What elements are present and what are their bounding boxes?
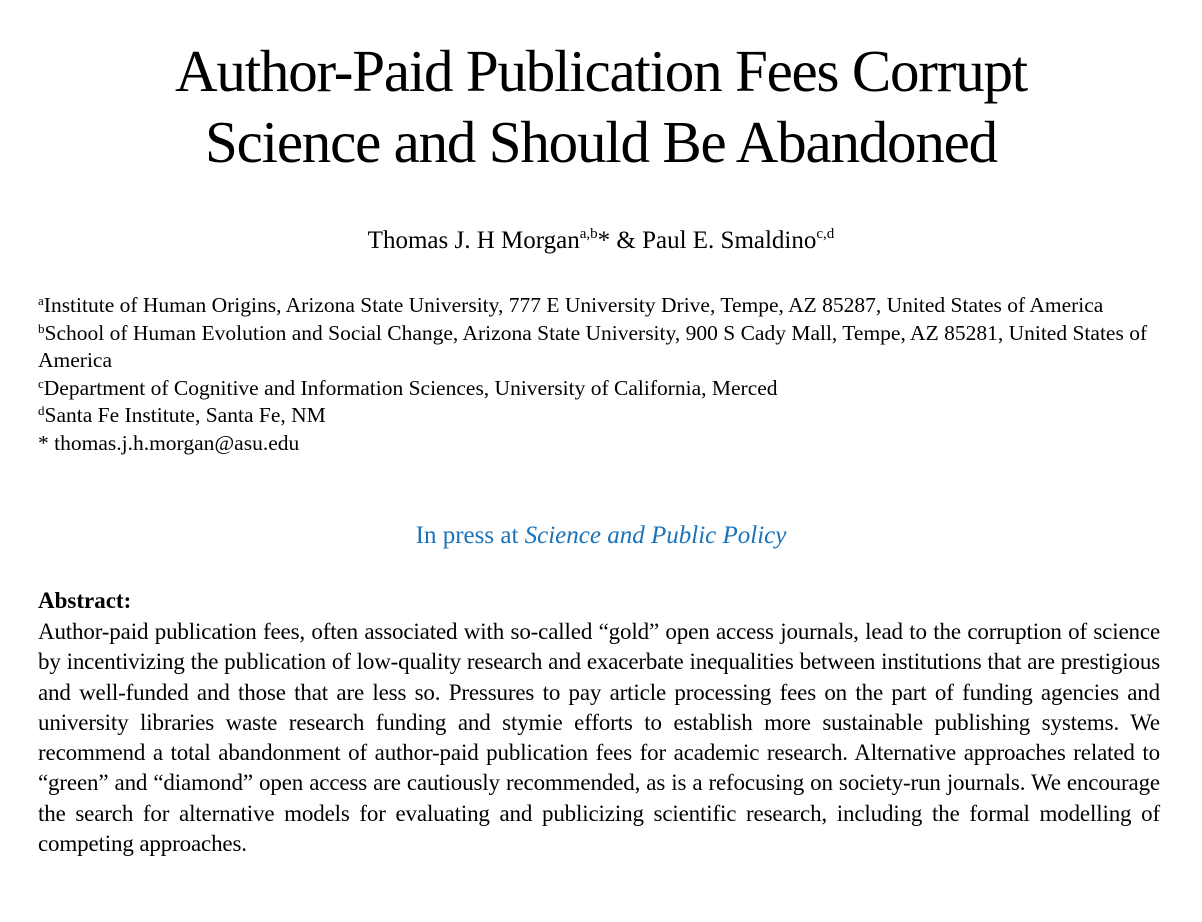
affiliation-text: Institute of Human Origins, Arizona State University, 777 E University Drive, Tempe, AZ 85287, United States of America (43, 293, 1104, 317)
affiliation-text: School of Human Evolution and Social Change, Arizona State University, 900 S Cady Mall, Tempe, AZ 85281, United States of America (38, 320, 1148, 373)
affiliation-marker: c (38, 375, 44, 391)
paper-title-line-2: Science and Should Be Abandoned (205, 109, 997, 175)
corresponding-author-mark: * (597, 227, 611, 254)
press-note-prefix: In press at (415, 522, 525, 549)
abstract-heading: Abstract: (38, 588, 132, 613)
journal-name: Science and Public Policy (524, 522, 787, 549)
author-name: Thomas J. H Morgan (367, 227, 580, 254)
affiliation-item (38, 320, 1168, 375)
author-name: Paul E. Smaldino (642, 227, 817, 254)
affiliation-item (38, 292, 1168, 320)
affiliation-marker: a (38, 293, 44, 308)
affiliation-list (38, 292, 1168, 458)
author-affiliation-marker: a,b (579, 226, 598, 242)
affiliation-text: Department of Cognitive and Information Sciences, University of California, Merced (43, 375, 778, 400)
paper-title (0, 36, 1202, 178)
author-list (0, 225, 1202, 257)
press-note (0, 520, 1202, 552)
affiliation-marker: b (38, 320, 45, 336)
author-separator: & (610, 227, 643, 254)
affiliation-text: Santa Fe Institute, Santa Fe, NM (44, 403, 326, 428)
author-affiliation-marker: c,d (816, 226, 835, 242)
affiliation-marker: d (38, 403, 45, 419)
abstract-body: Author-paid publication fees, often associated with so-called “gold” open access journals, lead to the corruption of science by incentivizing the publication of low-quality research and exacerbate inequalities between institutions that are prestigious and well-funded and those that are less so. Pressures to pay article processing fees on the part of funding agencies and university libraries waste research funding and stymie efforts to establish more sustainable publishing systems. We recommend a total abandonment of author-paid publication fees for academic research. Alternative approaches related to “green” and “diamond” open access are cautiously recommended, as is a refocusing on society-run journals. We encourage the search for alternative models for evaluating and publicizing scientific research, including the formal modelling of competing approaches. (38, 619, 1160, 857)
paper-title-line-1: Author-Paid Publication Fees Corrupt (175, 38, 1027, 104)
affiliation-item (38, 375, 1168, 403)
affiliation-item (38, 402, 1168, 430)
contact-email: * thomas.j.h.morgan@asu.edu (38, 430, 300, 455)
